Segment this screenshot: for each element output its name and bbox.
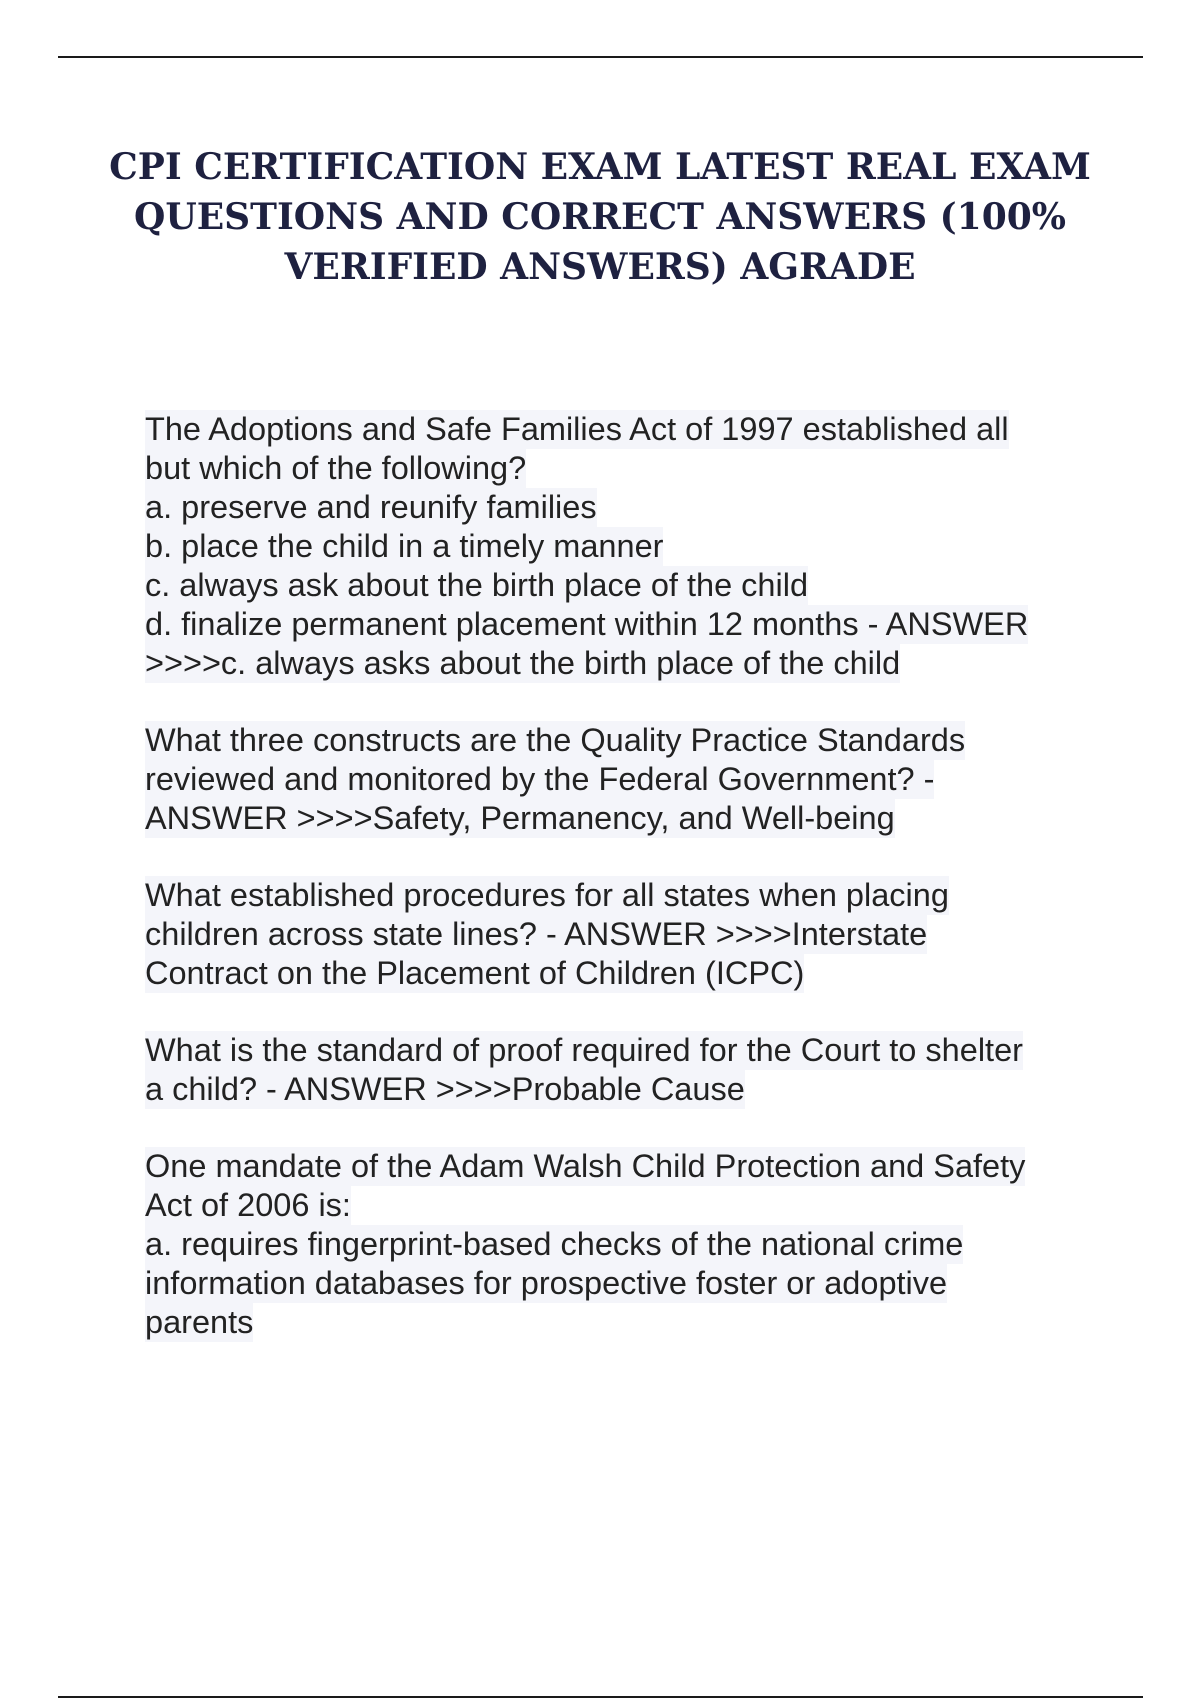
qa-text-line: What established procedures for all states when placing — [145, 877, 949, 913]
qa-text-line: reviewed and monitored by the Federal Government? - — [145, 761, 935, 797]
qa-option-c: c. always ask about the birth place of the child — [145, 567, 809, 603]
qa-answer-line: ANSWER >>>>Safety, Permanency, and Well-being — [145, 800, 895, 836]
title-line: QUESTIONS AND CORRECT ANSWERS (100% — [133, 196, 1066, 238]
qa-option-a: a. requires fingerprint-based checks of the national crime — [145, 1226, 964, 1262]
qa-option-a-continued: information databases for prospective foster or adoptive — [145, 1265, 948, 1301]
qa-item-standard-of-proof — [145, 1031, 1145, 1109]
document-title — [100, 142, 1100, 292]
qa-item-interstate-placement — [145, 876, 1145, 993]
qa-text-line: but which of the following? — [145, 450, 527, 486]
qa-option-d: d. finalize permanent placement within 12 months - ANSWER — [145, 606, 1029, 642]
qa-text-line: What three constructs are the Quality Practice Standards — [145, 722, 966, 758]
question-list — [145, 410, 1145, 1380]
qa-answer-line: children across state lines? - ANSWER >>>>Interstate — [145, 916, 928, 952]
title-line: CPI CERTIFICATION EXAM LATEST REAL EXAM — [109, 146, 1091, 188]
qa-item-quality-standards — [145, 721, 1145, 838]
qa-answer-line: a child? - ANSWER >>>>Probable Cause — [145, 1071, 745, 1107]
qa-answer-line: Contract on the Placement of Children (ICPC) — [145, 955, 805, 991]
qa-answer-line: >>>>c. always asks about the birth place of the child — [145, 645, 901, 681]
qa-text-line: What is the standard of proof required for the Court to shelter — [145, 1032, 1023, 1068]
qa-text-line: One mandate of the Adam Walsh Child Protection and Safety — [145, 1148, 1026, 1184]
qa-option-a-continued: parents — [145, 1304, 254, 1340]
qa-text-line: Act of 2006 is: — [145, 1187, 351, 1223]
bottom-divider — [58, 1696, 1143, 1698]
title-line: VERIFIED ANSWERS) AGRADE — [284, 246, 916, 288]
top-divider — [58, 56, 1143, 58]
qa-item-adam-walsh-act — [145, 1147, 1145, 1342]
qa-text-line: The Adoptions and Safe Families Act of 1997 established all — [145, 411, 1009, 447]
qa-option-b: b. place the child in a timely manner — [145, 528, 664, 564]
qa-item-adoptions-act — [145, 410, 1145, 683]
qa-option-a: a. preserve and reunify families — [145, 489, 597, 525]
